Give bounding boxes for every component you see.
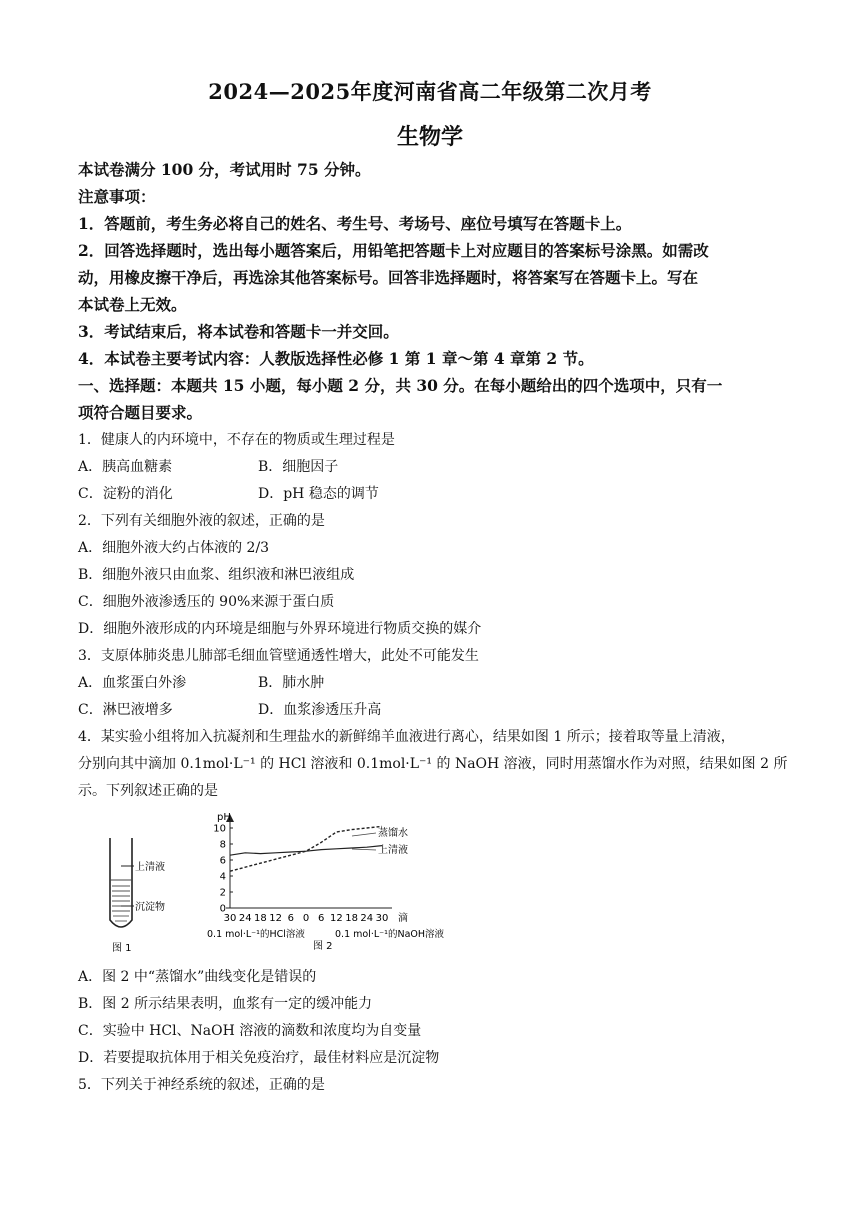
x-axis-label: 滴 [398, 913, 408, 924]
q3-option-a: A．血浆蛋白外渗 [78, 675, 187, 691]
q5-stem: 5．下列关于神经系统的叙述，正确的是 [78, 1077, 325, 1093]
x-tick-label: 30 [223, 913, 237, 924]
y-tick-label: 4 [219, 871, 226, 883]
x-tick-label: 0 [302, 913, 310, 924]
q4-option-c: C．实验中 HCl、NaOH 溶液的滴数和浓度均为自变量 [78, 1023, 422, 1039]
q4-figures [100, 808, 460, 958]
exam-title: 2024—2025年度河南省高二年级第二次月考 [208, 79, 652, 104]
subject-title: 生物学 [396, 124, 463, 150]
x-tick-label: 12 [269, 913, 282, 924]
label-sediment: 沉淀物 [135, 902, 165, 913]
series-lines [230, 826, 382, 871]
notice-3: 3．考试结束后，将本试卷和答题卡一并交回。 [78, 322, 399, 341]
sediment-hatching [112, 886, 130, 921]
series-label-distilled-water: 蒸馏水 [378, 828, 408, 839]
section1-heading-1: 一、选择题：本题共 15 小题，每小题 2 分，共 30 分。在每小题给出的四个选项中，只有一 [78, 376, 723, 395]
y-tick-label: 2 [219, 887, 226, 899]
series-line-distilled-water [230, 826, 382, 871]
y-tick-label: 8 [219, 839, 226, 851]
tube-outline [110, 838, 132, 927]
figure2-caption: 图 2 [313, 941, 333, 952]
figure1-caption: 图 1 [112, 943, 132, 954]
q1-option-d: D．pH 稳态的调节 [258, 486, 379, 502]
series-line-supernatant [230, 846, 382, 856]
x-tick-label: 18 [345, 913, 358, 924]
q3-options-cd [78, 700, 788, 720]
q3-option-c: C．淋巴液增多 [78, 702, 173, 718]
q1-options-ab [78, 457, 788, 477]
leader-distilled [352, 833, 376, 836]
q4-stem-1: 4．某实验小组将加入抗凝剂和生理盐水的新鲜绵羊血液进行离心，结果如图 1 所示；接着取等量上清液， [78, 729, 735, 745]
series-label-supernatant: 上清液 [378, 845, 408, 856]
q2-option-d: D．细胞外液形成的内环境是细胞与外界环境进行物质交换的媒介 [78, 621, 482, 637]
q4-option-d: D．若要提取抗体用于相关免疫治疗，最佳材料应是沉淀物 [78, 1050, 440, 1066]
y-tick-label: 0 [219, 903, 226, 915]
section1-heading-2: 项符合题目要求。 [78, 403, 203, 422]
q4-option-a: A．图 2 中“蒸馏水”曲线变化是错误的 [78, 969, 317, 985]
notice-4: 4．本试卷主要考试内容：人教版选择性必修 1 第 1 章～第 4 章第 2 节。 [78, 349, 594, 368]
x-tick-label: 24 [360, 913, 374, 924]
q2-stem: 2．下列有关细胞外液的叙述，正确的是 [78, 513, 325, 529]
q1-option-a: A．胰高血糖素 [78, 459, 173, 475]
figure2-chart [207, 812, 445, 952]
q3-option-d: D．血浆渗透压升高 [258, 702, 382, 718]
x-ticks [224, 913, 389, 924]
q2-option-c: C．细胞外液渗透压的 90%来源于蛋白质 [78, 594, 335, 610]
figures-svg [100, 808, 460, 958]
q1-option-b: B．细胞因子 [258, 459, 339, 475]
q3-options-ab [78, 673, 788, 693]
notice-title: 注意事项： [78, 187, 156, 206]
x-left-label: 0.1 mol·L⁻¹的HCl溶液 [207, 929, 305, 940]
x-tick-label: 18 [254, 913, 267, 924]
q3-option-b: B．肺水肿 [258, 675, 325, 691]
q1-option-c: C．淀粉的消化 [78, 486, 173, 502]
y-tick-label: 6 [219, 855, 226, 867]
y-tick-label: 10 [213, 823, 226, 835]
x-tick-label: 24 [238, 913, 252, 924]
x-right-label: 0.1 mol·L⁻¹的NaOH溶液 [335, 929, 445, 940]
figure1-test-tube [110, 838, 165, 954]
q2-option-a: A．细胞外液大约占体液的 2/3 [78, 540, 270, 556]
x-tick-label: 6 [318, 913, 325, 924]
x-tick-label: 6 [287, 913, 294, 924]
q4-stem-2: 分别向其中滴加 0.1mol·L⁻¹ 的 HCl 溶液和 0.1mol·L⁻¹ 的 NaOH 溶液，同时用蒸馏水作为对照，结果如图 2 所 [78, 756, 788, 772]
intro-score-time: 本试卷满分 100 分，考试用时 75 分钟。 [78, 160, 371, 179]
label-supernatant: 上清液 [135, 862, 165, 873]
y-axis-label: pH [217, 812, 231, 823]
q1-options-cd [78, 484, 788, 504]
q2-option-b: B．细胞外液只由血浆、组织液和淋巴液组成 [78, 567, 355, 583]
q4-stem-3: 示。下列叙述正确的是 [78, 783, 218, 799]
x-tick-label: 12 [330, 913, 343, 924]
notice-2a: 2．回答选择题时，选出每小题答案后，用铅笔把答题卡上对应题目的答案标号涂黑。如需改 [78, 241, 709, 260]
q4-option-b: B．图 2 所示结果表明，血浆有一定的缓冲能力 [78, 996, 373, 1012]
q1-stem: 1．健康人的内环境中，不存在的物质或生理过程是 [78, 432, 395, 448]
q3-stem: 3．支原体肺炎患儿肺部毛细血管壁通透性增大，此处不可能发生 [78, 648, 479, 664]
notice-1: 1．答题前，考生务必将自己的姓名、考生号、考场号、座位号填写在答题卡上。 [78, 214, 632, 233]
leader-supernatant [352, 849, 376, 850]
x-tick-label: 30 [375, 913, 389, 924]
notice-2c: 本试卷上无效。 [78, 295, 187, 314]
notice-2b: 动，用橡皮擦干净后，再选涂其他答案标号。回答非选择题时，将答案写在答题卡上。写在 [78, 268, 699, 287]
